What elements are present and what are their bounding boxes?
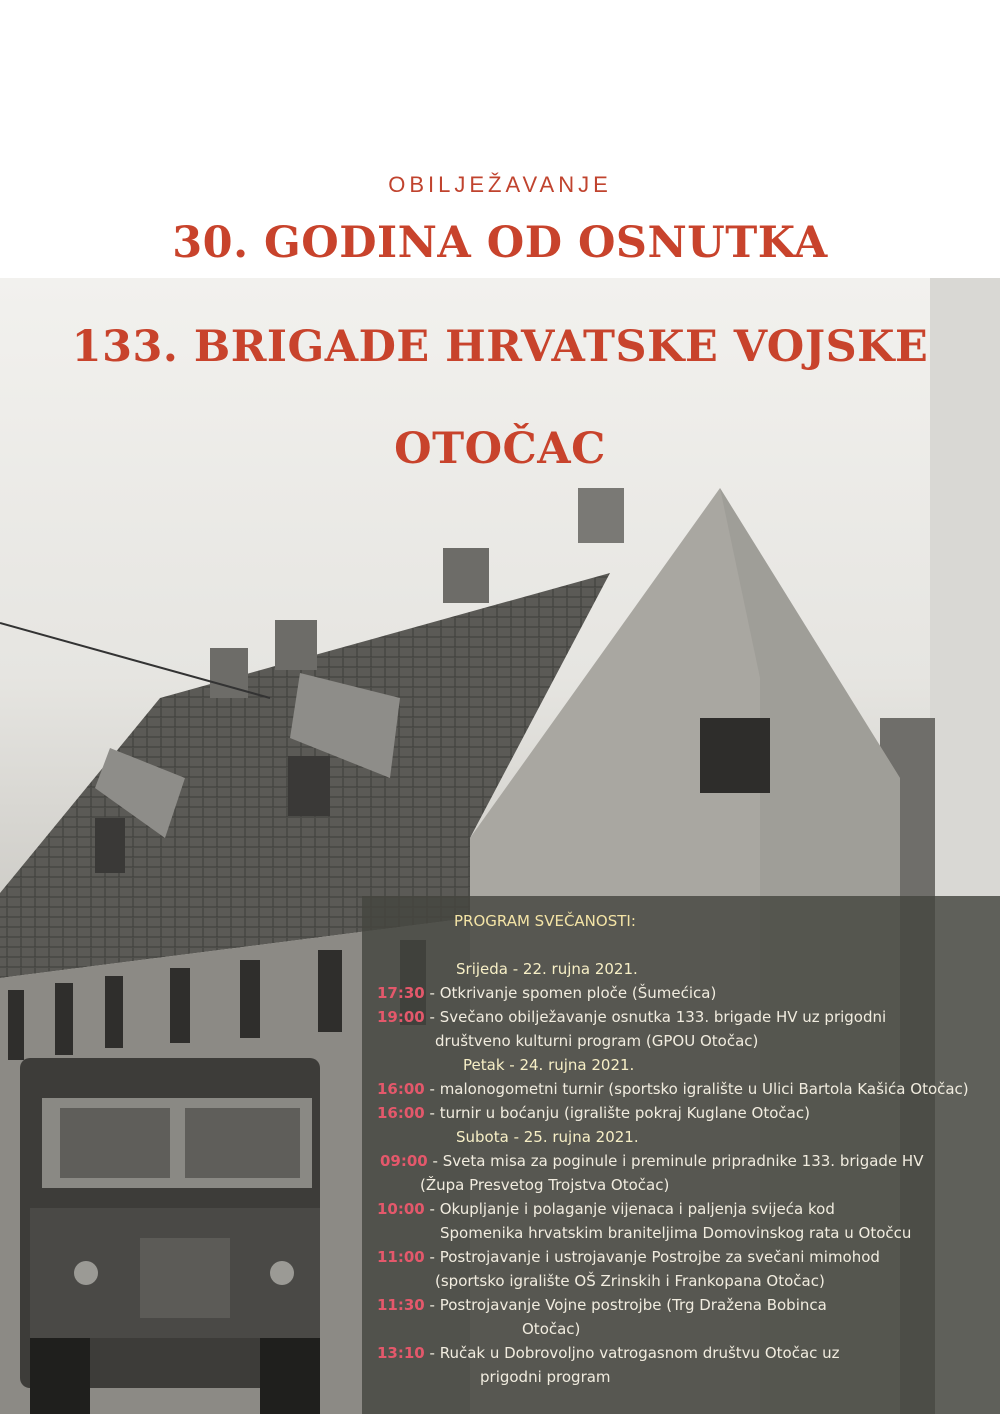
title-line-2: 133. BRIGADE HRVATSKE VOJSKE [71,322,929,372]
day-saturday: Subota - 25. rujna 2021. [456,1128,639,1146]
title-line-1: 30. GODINA OD OSNUTKA [172,218,828,268]
truck-shape [20,1058,320,1414]
event-7-continuation: (sportsko igralište OŠ Zrinskih i Frankopana Otočac) [435,1272,825,1290]
event-1 [377,984,716,1002]
event-9-continuation: prigodni program [480,1368,611,1386]
event-text: - Postrojavanje Vojne postrojbe (Trg Dražena Bobinca [424,1296,827,1314]
event-7 [377,1248,880,1266]
event-3 [377,1080,969,1098]
event-text: - Okupljanje i polaganje vijenaca i paljenja svijeća kod [424,1200,835,1218]
event-text: - Ručak u Dobrovoljno vatrogasnom društvu Otočac uz [424,1344,840,1362]
event-6 [377,1200,835,1218]
event-text: - turnir u boćanju (igralište pokraj Kuglane Otočac) [424,1104,810,1122]
event-4 [377,1104,810,1122]
program-heading: PROGRAM SVEČANOSTI: [454,912,636,930]
day-wednesday: Srijeda - 22. rujna 2021. [456,960,638,978]
page-subtitle: OBILJEŽAVANJE [388,172,612,197]
event-time: 10:00 [377,1200,425,1218]
event-time: 13:10 [377,1344,425,1362]
event-time: 09:00 [380,1152,428,1170]
event-text: - Svečano obilježavanje osnutka 133. brigade HV uz prigodni [424,1008,887,1026]
event-time: 16:00 [377,1104,425,1122]
program-panel [362,896,1000,1414]
event-8 [377,1296,827,1314]
event-2-continuation: društveno kulturni program (GPOU Otočac) [435,1032,759,1050]
event-2 [377,1008,886,1026]
event-8-continuation: Otočac) [522,1320,581,1338]
event-5 [380,1152,923,1170]
event-6-continuation: Spomenika hrvatskim braniteljima Domovinskog rata u Otočcu [440,1224,912,1242]
event-text: - Sveta misa za poginule i preminule pripradnike 133. brigade HV [427,1152,924,1170]
event-time: 19:00 [377,1008,425,1026]
event-time: 17:30 [377,984,425,1002]
title-line-3: OTOČAC [394,424,606,474]
event-text: - Postrojavanje i ustrojavanje Postrojbe za svečani mimohod [424,1248,880,1266]
event-time: 11:30 [377,1296,425,1314]
event-text: - malonogometni turnir (sportsko igralište u Ulici Bartola Kašića Otočac) [424,1080,969,1098]
event-9 [377,1344,840,1362]
day-friday: Petak - 24. rujna 2021. [463,1056,635,1074]
event-time: 16:00 [377,1080,425,1098]
event-time: 11:00 [377,1248,425,1266]
event-text: - Otkrivanje spomen ploče (Šumećica) [424,984,717,1002]
event-5-continuation: (Župa Presvetog Trojstva Otočac) [420,1176,670,1194]
